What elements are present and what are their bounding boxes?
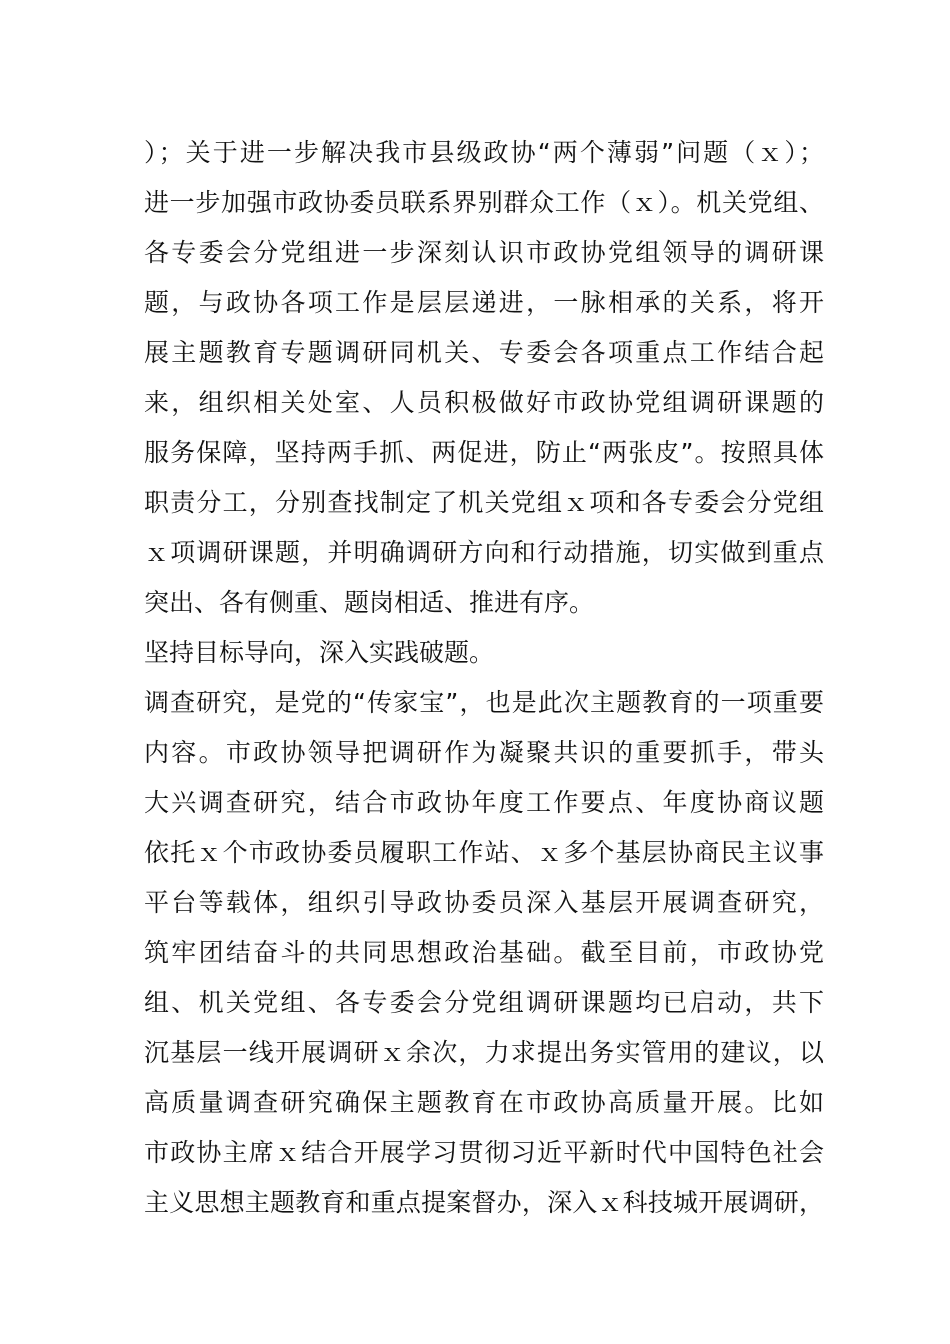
text-line: 筑牢团结奋斗的共同思想政治基础。截至目前，市政协党 (144, 938, 824, 967)
text-line: 突出、各有侧重、题岗相适、推进有序。 (144, 588, 595, 617)
text-line: 主义思想主题教育和重点提案督办，深入ｘ科技城开展调研， (144, 1188, 824, 1217)
text-line: 调查研究，是党的“传家宝”，也是此次主题教育的一项重要 (144, 688, 824, 717)
text-line: 组、机关党组、各专委会分党组调研课题均已启动，共下 (144, 988, 824, 1017)
text-line: ｘ项调研课题，并明确调研方向和行动措施，切实做到重点 (144, 538, 824, 567)
text-line: 来，组织相关处室、人员积极做好市政协党组调研课题的 (144, 388, 824, 417)
text-line: 各专委会分党组进一步深刻认识市政协党组领导的调研课 (144, 238, 824, 267)
text-line: 内容。市政协领导把调研作为凝聚共识的重要抓手，带头 (144, 738, 824, 767)
text-line: ）；关于进一步解决我市县级政协“两个薄弱”问题（ｘ）； (144, 138, 824, 167)
text-line: 市政协主席ｘ结合开展学习贯彻习近平新时代中国特色社会 (144, 1138, 824, 1167)
text-line: 依托ｘ个市政协委员履职工作站、ｘ多个基层协商民主议事 (144, 838, 824, 867)
section-heading-line: 坚持目标导向，深入实践破题。 (144, 638, 495, 667)
text-line: 平台等载体，组织引导政协委员深入基层开展调查研究， (144, 888, 824, 917)
text-line: 高质量调查研究确保主题教育在市政协高质量开展。比如 (144, 1088, 824, 1117)
document-body-text (144, 128, 824, 1228)
text-line: 职责分工，分别查找制定了机关党组ｘ项和各专委会分党组 (144, 488, 824, 517)
text-line: 展主题教育专题调研同机关、专委会各项重点工作结合起 (144, 338, 824, 367)
text-line: 沉基层一线开展调研ｘ余次，力求提出务实管用的建议，以 (144, 1038, 824, 1067)
text-line: 服务保障，坚持两手抓、两促进，防止“两张皮”。按照具体 (144, 438, 824, 467)
text-line: 大兴调查研究，结合市政协年度工作要点、年度协商议题 (144, 788, 824, 817)
text-line: 进一步加强市政协委员联系界别群众工作（ｘ）。机关党组、 (144, 188, 824, 217)
text-line: 题，与政协各项工作是层层递进，一脉相承的关系，将开 (144, 288, 824, 317)
